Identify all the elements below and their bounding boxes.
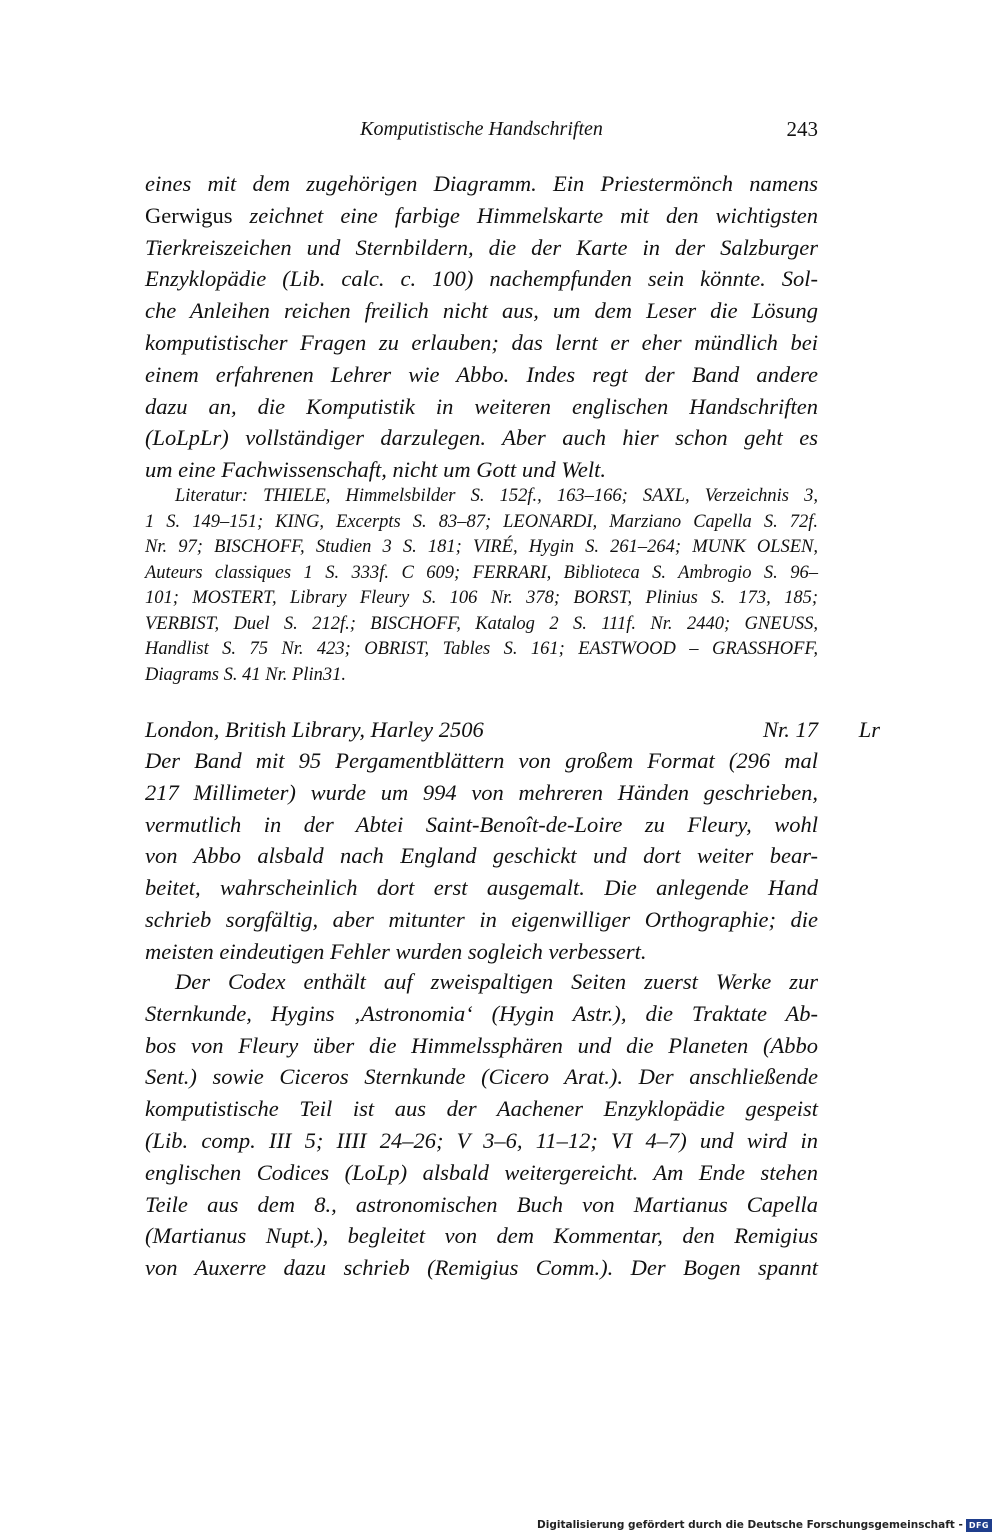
entry-sigil: Lr xyxy=(858,717,880,742)
text-line: von Auxerre dazu schrieb (Remigius Comm.). Der Bogen spannt xyxy=(145,1255,818,1281)
text-line: Tierkreiszeichen und Sternbildern, die der Karte in der Salzburger xyxy=(145,234,818,260)
text-line: Enzyklopädie (Lib. calc. c. 100) nachempfunden sein könnte. Sol- xyxy=(145,266,818,292)
literature-line: 101; MOSTERT, Library Fleury S. 106 Nr. 378; BORST, Plinius S. 173, 185; xyxy=(145,588,818,608)
paragraph-description xyxy=(145,745,818,968)
digitization-credit xyxy=(537,1518,992,1532)
text-line: komputistische Teil ist aus der Aachener Enzyklopädie gespeist xyxy=(145,1096,818,1122)
dfg-logo: DFG xyxy=(966,1519,992,1532)
literature-line: Nr. 97; BISCHOFF, Studien 3 S. 181; VIRÉ, Hygin S. 261–264; MUNK OLSEN, xyxy=(145,537,818,557)
text-line: eines mit dem zugehörigen Diagramm. Ein Priestermönch namens xyxy=(145,171,818,196)
text-line: beitet, wahrscheinlich dort erst ausgemalt. Die anlegende Hand xyxy=(145,875,818,901)
name-upright: Gerwigus xyxy=(145,202,233,228)
entry-heading xyxy=(145,714,880,746)
text-line: dazu an, die Komputistik in weiteren englischen Handschriften xyxy=(145,393,818,419)
text-line: schrieb sorgfältig, aber mitunter in eigenwilliger Orthographie; die xyxy=(145,906,818,932)
text-line: 217 Millimeter) wurde um 994 von mehreren Händen geschrieben, xyxy=(145,779,818,805)
text-line: vermutlich in der Abtei Saint-Benoît-de-Loire zu Fleury, wohl xyxy=(145,811,818,837)
running-title: Komputistische Handschriften xyxy=(360,118,603,140)
running-head xyxy=(145,115,818,145)
text-line: bos von Fleury über die Himmelssphären und die Planeten (Abbo xyxy=(145,1032,818,1058)
text-line: (Lib. comp. III 5; IIII 24–26; V 3–6, 11–12; VI 4–7) und wird in xyxy=(145,1127,818,1153)
text-line: meisten eindeutigen Fehler wurden sogleich verbessert. xyxy=(145,938,647,964)
paragraph-continued xyxy=(145,168,818,486)
literature-line: Diagrams S. 41 Nr. Plin31. xyxy=(145,664,346,685)
text-line: Sent.) sowie Ciceros Sternkunde (Cicero Arat.). Der anschließende xyxy=(145,1064,818,1090)
text-line: che Anleihen reichen freilich nicht aus, um dem Leser die Lösung xyxy=(145,298,818,324)
page-number: 243 xyxy=(786,117,818,141)
text-line: Sternkunde, Hygins ‚Astronomia‘ (Hygin Astr.), die Traktate Ab- xyxy=(145,1000,818,1026)
literature-line: Literatur: THIELE, Himmelsbilder S. 152f., 163–166; SAXL, Verzeichnis 3, xyxy=(175,486,818,506)
text-line: englischen Codices (LoLp) alsbald weitergereicht. Am Ende stehen xyxy=(145,1159,818,1185)
credit-text: Digitalisierung gefördert durch die Deutsche Forschungsgemeinschaft - xyxy=(537,1519,963,1531)
paragraph-contents xyxy=(145,966,818,1284)
text-line: von Abbo alsbald nach England geschickt und dort weiter bear- xyxy=(145,843,818,869)
literature-line: 1 S. 149–151; KING, Excerpts S. 83–87; LEONARDI, Marziano Capella S. 72f. xyxy=(145,511,818,532)
entry-number: Nr. 17 xyxy=(762,717,818,742)
text-line: um eine Fachwissenschaft, nicht um Gott und Welt. xyxy=(145,457,606,483)
text-line: Der Codex enthält auf zweispaltigen Seiten zuerst Werke zur xyxy=(175,969,818,994)
text-line-rest: zeichnet eine farbige Himmelskarte mit den wichtigsten xyxy=(249,202,819,228)
entry-title: London, British Library, Harley 2506 xyxy=(145,717,484,742)
literature-line: Auteurs classiques 1 S. 333f. C 609; FERRARI, Biblioteca S. Ambrogio S. 96– xyxy=(145,562,818,583)
text-line xyxy=(145,200,818,232)
text-line: komputistischer Fragen zu erlauben; das lernt er eher mündlich bei xyxy=(145,329,818,355)
literature-line: VERBIST, Duel S. 212f.; BISCHOFF, Katalog 2 S. 111f. Nr. 2440; GNEUSS, xyxy=(145,613,818,634)
text-line: (Martianus Nupt.), begleitet von dem Kommentar, den Remigius xyxy=(145,1223,818,1249)
text-line: Teile aus dem 8., astronomischen Buch von Martianus Capella xyxy=(145,1191,818,1217)
literature-references xyxy=(145,484,818,688)
text-line: einem erfahrenen Lehrer wie Abbo. Indes regt der Band andere xyxy=(145,361,818,387)
text-line: Der Band mit 95 Pergamentblättern von großem Format (296 mal xyxy=(145,748,818,773)
text-line: (LoLpLr) vollständiger darzulegen. Aber auch hier schon geht es xyxy=(145,425,818,451)
literature-line: Handlist S. 75 Nr. 423; OBRIST, Tables S. 161; EASTWOOD – GRASSHOFF, xyxy=(145,639,818,659)
